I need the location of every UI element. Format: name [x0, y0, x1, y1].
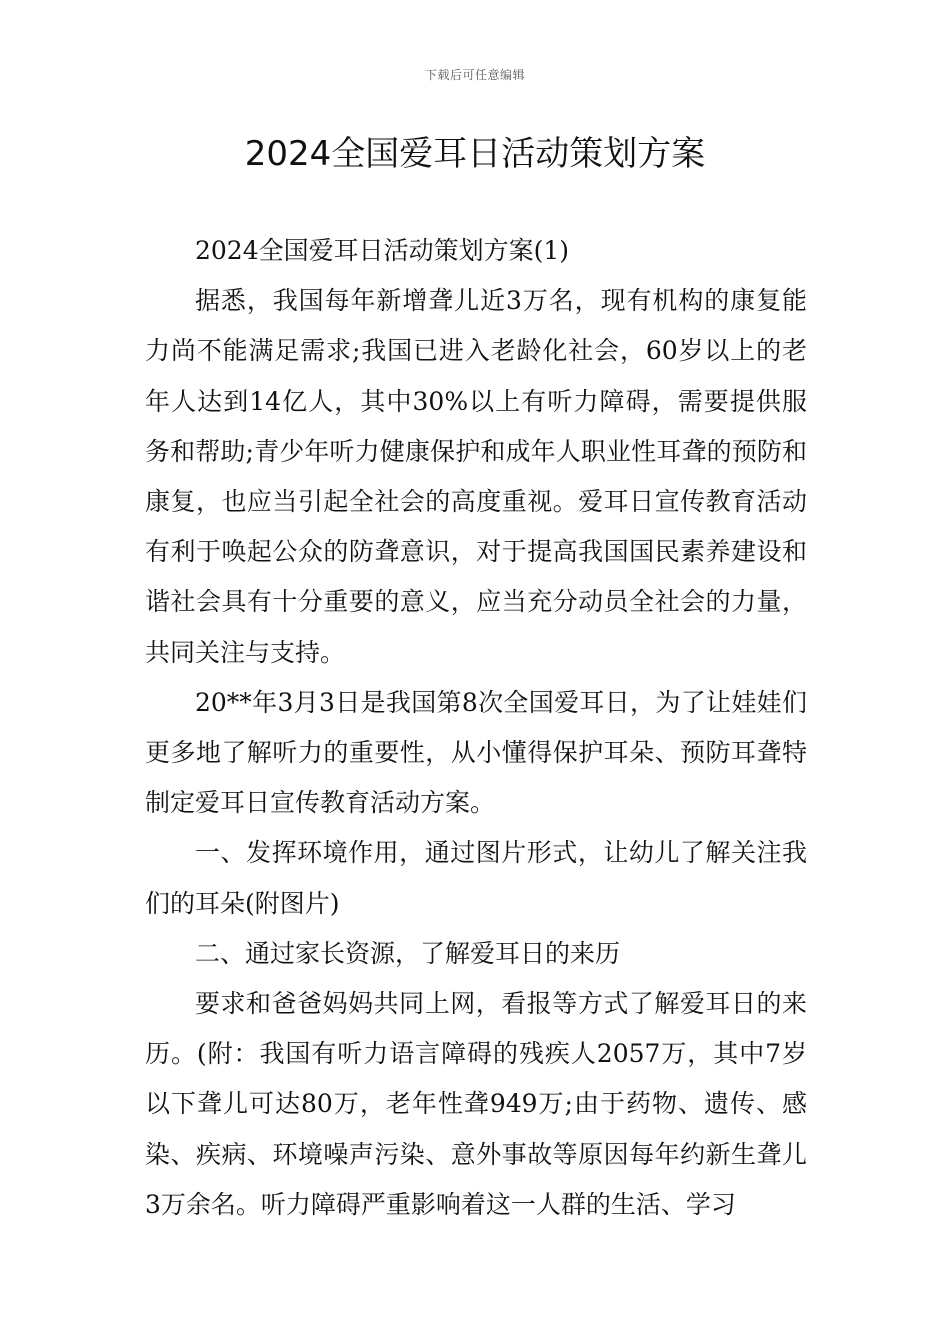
- document-title: 2024全国爱耳日活动策划方案: [244, 134, 706, 174]
- paragraph-requirements: 要求和爸爸妈妈共同上网，看报等方式了解爱耳日的来历。(附：我国有听力语言障碍的残疾人2057万，其中7岁以下聋儿可达80万，老年性聋949万;由于药物、遗传、感染、疾病、环境噪声污染、意外事故等原因每年约新生聋儿3万余名。听力障碍严重影响着这一人群的生活、学习: [145, 989, 807, 1219]
- header-note: 下载后可任意编辑: [424, 68, 525, 82]
- paragraph-section-one: 一、发挥环境作用，通过图片形式，让幼儿了解关注我们的耳朵(附图片): [145, 838, 807, 918]
- paragraph-purpose: 20**年3月3日是我国第8次全国爱耳日，为了让娃娃们更多地了解听力的重要性，从小懂得保护耳朵、预防耳聋特制定爱耳日宣传教育活动方案。: [145, 687, 807, 818]
- paragraph-subtitle: 2024全国爱耳日活动策划方案(1): [195, 236, 570, 265]
- paragraph-background: 据悉，我国每年新增聋儿近3万名，现有机构的康复能力尚不能满足需求;我国已进入老龄化社会，60岁以上的老年人达到14亿人，其中30%以上有听力障碍，需要提供服务和帮助;青少年听力健康保护和成年人职业性耳聋的预防和康复，也应当引起全社会的高度重视。爱耳日宣传教育活动有利于唤起公众的防聋意识，对于提高我国国民素养建设和谐社会具有十分重要的意义，应当充分动员全社会的力量，共同关注与支持。: [145, 286, 807, 667]
- document-body: [145, 226, 807, 1230]
- paragraph-section-two: 二、通过家长资源，了解爱耳日的来历: [195, 938, 621, 968]
